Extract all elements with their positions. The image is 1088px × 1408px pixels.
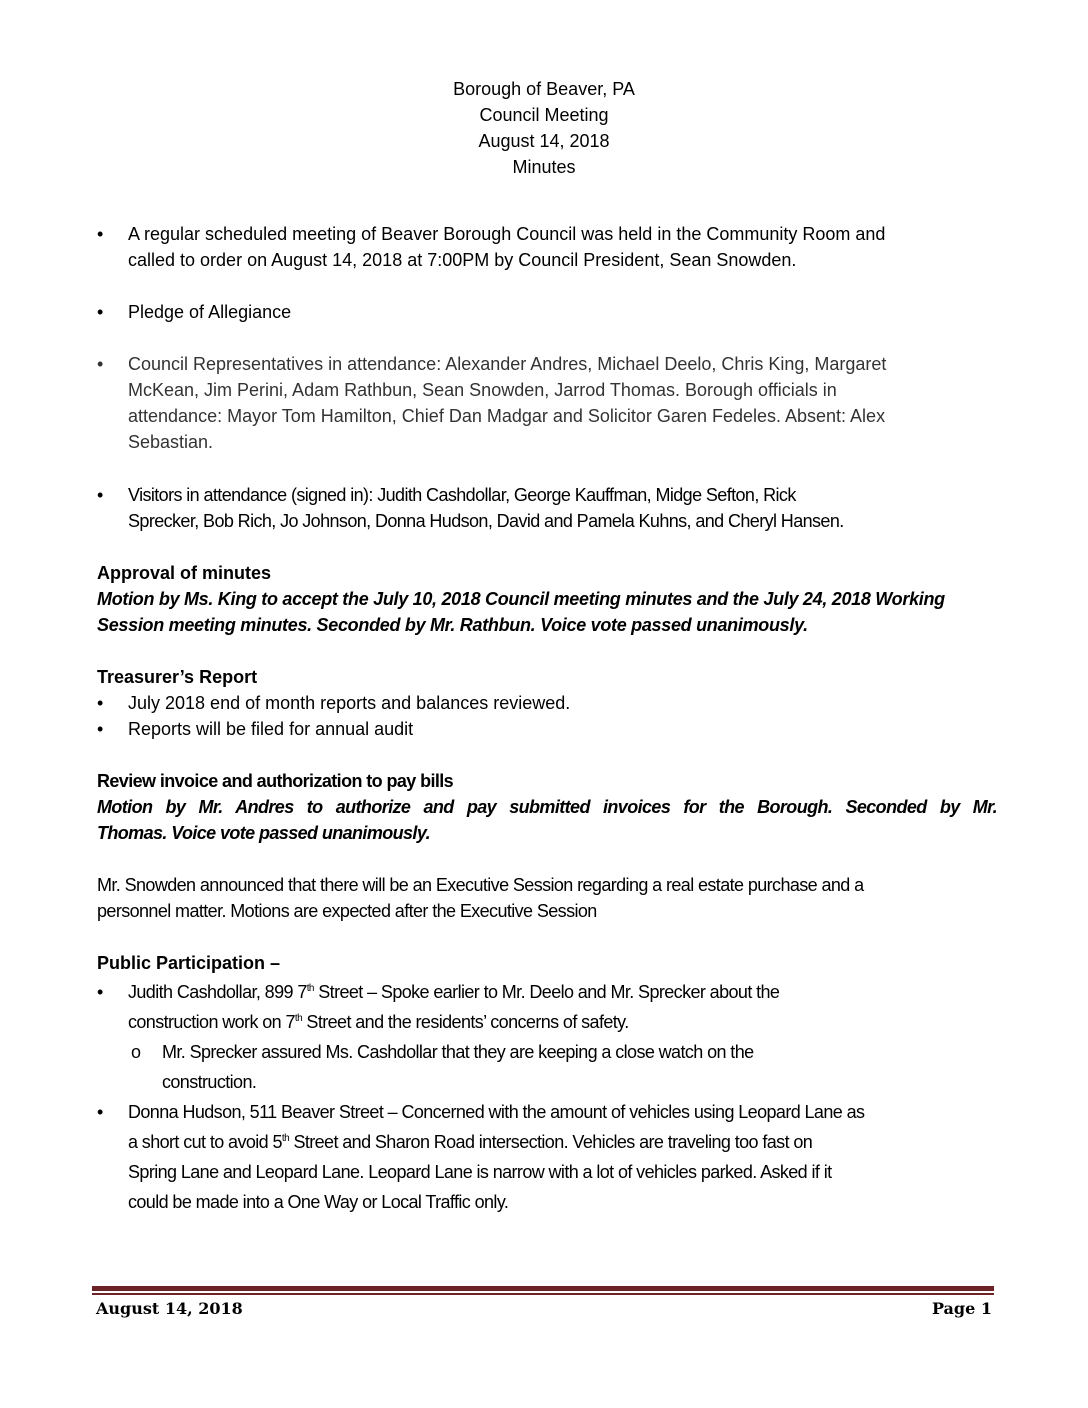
- text-fragment: Judith Cashdollar, 899 7: [128, 982, 307, 1002]
- section-heading-approval: Approval of minutes: [97, 563, 272, 583]
- superscript: th: [281, 1133, 290, 1144]
- text-line: Visitors in attendance (signed in): Judith Cashdollar, George Kauffman, Midge Sefton, Rick: [128, 485, 796, 505]
- text-line: Motion by Ms. King to accept the July 10, 2018 Council meeting minutes and the July 24, 2018 Working: [97, 589, 945, 609]
- bullet-icon: •: [97, 354, 104, 374]
- text-line: Motion by Mr. Andres to authorize and pay submitted invoices for the Borough. Seconded by Mr.: [97, 797, 997, 817]
- text-line: [128, 1127, 968, 1157]
- text-line: attendance: Mayor Tom Hamilton, Chief Dan Madgar and Solicitor Garen Fedeles. Absent: Alex: [128, 406, 886, 426]
- text-fragment: Street – Spoke earlier to Mr. Deelo and Mr. Sprecker about the: [313, 982, 780, 1002]
- text-line: Thomas. Voice vote passed unanimously.: [97, 823, 430, 843]
- approval-motion: [97, 586, 997, 638]
- bullet-icon: •: [97, 485, 103, 505]
- text-line: Mr. Sprecker assured Ms. Cashdollar that they are keeping a close watch on the: [162, 1042, 754, 1062]
- text-line: Sprecker, Bob Rich, Jo Johnson, Donna Hudson, David and Pamela Kuhns, and Cheryl Hansen.: [128, 511, 844, 531]
- footer-rule-thick: [92, 1286, 994, 1291]
- executive-session-announcement: [97, 872, 997, 924]
- text-fragment: Street and Sharon Road intersection. Vehicles are traveling too fast on: [289, 1132, 813, 1152]
- text-line: could be made into a One Way or Local Traffic only.: [128, 1192, 509, 1212]
- bullet-icon: •: [97, 719, 104, 739]
- text-line: Spring Lane and Leopard Lane. Leopard Lane is narrow with a lot of vehicles parked. Asked if it: [128, 1162, 832, 1182]
- text-line: Mr. Snowden announced that there will be an Executive Session regarding a real estate purchase and a: [97, 875, 864, 895]
- text-line: Session meeting minutes. Seconded by Mr. Rathbun. Voice vote passed unanimously.: [97, 615, 808, 635]
- text-fragment: a short cut to avoid 5: [128, 1132, 282, 1152]
- section-heading-treasurer: Treasurer’s Report: [97, 667, 258, 687]
- doc-title-minutes: Minutes: [512, 157, 576, 177]
- doc-title-date: August 14, 2018: [478, 131, 610, 151]
- text-line: [128, 1007, 968, 1037]
- text-line: Sebastian.: [128, 432, 214, 452]
- footer-rule-thin: [92, 1293, 994, 1295]
- text-fragment: construction work on 7: [128, 1012, 295, 1032]
- text-line: construction.: [162, 1072, 257, 1092]
- bullet-icon: •: [97, 982, 103, 1002]
- bullet-icon: •: [97, 302, 104, 322]
- doc-title-meeting: Council Meeting: [479, 105, 609, 125]
- footer-page-number: Page 1: [931, 1299, 992, 1318]
- invoices-motion: [97, 794, 997, 846]
- text-line: Reports will be filed for annual audit: [128, 719, 414, 739]
- section-heading-invoices: Review invoice and authorization to pay bills: [97, 771, 454, 791]
- footer-date: August 14, 2018: [96, 1299, 243, 1318]
- text-line: McKean, Jim Perini, Adam Rathbun, Sean Snowden, Jarrod Thomas. Borough officials in: [128, 380, 837, 400]
- text-line: Council Representatives in attendance: Alexander Andres, Michael Deelo, Chris King, Margaret: [128, 354, 887, 374]
- text-line: [128, 977, 968, 1007]
- superscript: th: [294, 1013, 303, 1024]
- text-line: personnel matter. Motions are expected after the Executive Session: [97, 901, 597, 921]
- superscript: th: [306, 983, 314, 994]
- text-line: called to order on August 14, 2018 at 7:00PM by Council President, Sean Snowden.: [128, 250, 797, 270]
- bullet-icon: •: [97, 1102, 103, 1122]
- text-line: July 2018 end of month reports and balances reviewed.: [128, 693, 571, 713]
- bullet-icon: •: [97, 224, 104, 244]
- sub-bullet-icon: o: [131, 1042, 141, 1062]
- text-fragment: Street and the residents’ concerns of safety.: [302, 1012, 629, 1032]
- text-line: A regular scheduled meeting of Beaver Borough Council was held in the Community Room and: [128, 224, 886, 244]
- text-line: Pledge of Allegiance: [128, 302, 292, 322]
- doc-title-borough: Borough of Beaver, PA: [453, 79, 635, 99]
- text-line: Donna Hudson, 511 Beaver Street – Concerned with the amount of vehicles using Leopard Lane as: [128, 1102, 865, 1122]
- section-heading-public-participation: Public Participation –: [97, 953, 281, 973]
- bullet-icon: •: [97, 693, 104, 713]
